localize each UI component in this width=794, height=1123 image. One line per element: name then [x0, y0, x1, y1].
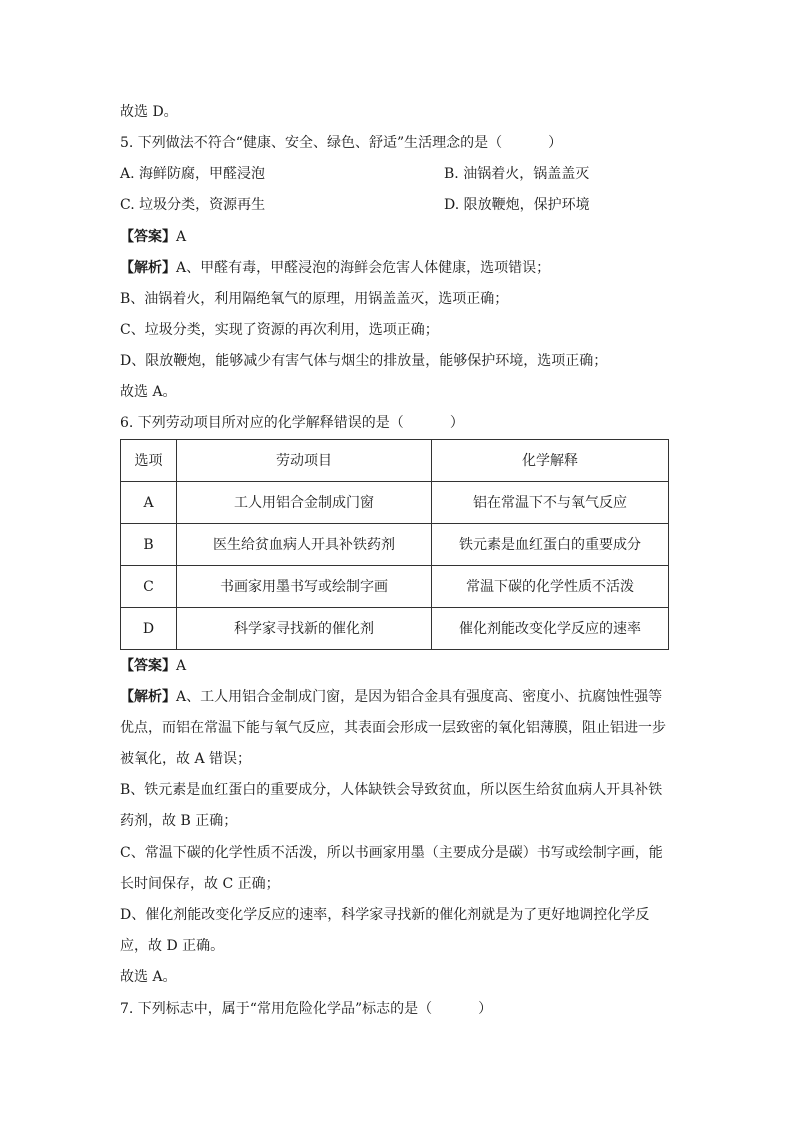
q6-table: [120, 439, 669, 650]
q7-stem: [120, 1000, 492, 1018]
table-cell-option: A: [121, 482, 177, 524]
q5-option-a: A. 海鲜防腐，甲醛浸泡: [120, 166, 266, 182]
q5-option-d: D. 限放鞭炮，保护环境: [444, 197, 590, 213]
table-cell-explanation: 常温下碳的化学性质不活泼: [432, 566, 669, 608]
q6-analysis-text: A、工人用铝合金制成门窗，是因为铝合金具有强度高、密度小、抗腐蚀性强等: [176, 689, 663, 705]
q6-analysis-line: 药剂，故 B 正确；: [120, 813, 238, 829]
q6-analysis-line: 应，故 D 正确。: [120, 938, 225, 954]
table-row: [121, 524, 669, 566]
table-cell-explanation: 铁元素是血红蛋白的重要成分: [432, 524, 669, 566]
table-row: [121, 566, 669, 608]
table-cell-option: B: [121, 524, 177, 566]
q5-analysis-line: B、油锅着火，利用隔绝氧气的原理，用锅盖盖灭，选项正确；: [120, 291, 509, 307]
q5-stem-text: 5. 下列做法不符合“健康、安全、绿色、舒适”生活理念的是（: [120, 135, 503, 151]
q5-analysis-line: C、垃圾分类，实现了资源的再次利用，选项正确；: [120, 322, 439, 338]
table-row: [121, 482, 669, 524]
q5-analysis-line: D、限放鞭炮，能够减少有害气体与烟尘的排放量，能够保护环境，选项正确；: [120, 353, 608, 369]
q6-analysis-line: D、催化剂能改变化学反应的速率，科学家寻找新的催化剂就是为了更好地调控化学反: [120, 907, 650, 923]
q6-analysis-line: 优点，而铝在常温下能与氧气反应，其表面会形成一层致密的氧化铝薄膜，阻止铝进一步: [120, 720, 666, 736]
q5-stem: [120, 134, 562, 152]
table-row: [121, 608, 669, 650]
q5-option-b: B. 油锅着火，锅盖盖灭: [444, 166, 590, 182]
q6-analysis-line: C、常温下碳的化学性质不活泼，所以书画家用墨（主要成分是碳）书写或绘制字画，能: [120, 845, 663, 861]
table-cell-explanation: 催化剂能改变化学反应的速率: [432, 608, 669, 650]
table-cell-task: 医生给贫血病人开具补铁药剂: [177, 524, 432, 566]
q6-conclusion: 故选 A。: [120, 969, 177, 985]
table-cell-task: 科学家寻找新的催化剂: [177, 608, 432, 650]
table-cell-explanation: 铝在常温下不与氧气反应: [432, 482, 669, 524]
q6-analysis-tag: 【解析】: [120, 689, 176, 705]
q5-analysis-tag: 【解析】: [120, 260, 176, 276]
q5-answer-value: A: [176, 229, 187, 245]
q6-analysis-line: 被氧化，故 A 错误；: [120, 751, 252, 767]
q6-analysis-line: B、铁元素是血红蛋白的重要成分，人体缺铁会导致贫血，所以医生给贫血病人开具补铁: [120, 782, 663, 798]
q6-analysis-line: [120, 688, 662, 706]
q6-stem: [120, 414, 464, 432]
table-cell-task: 工人用铝合金制成门窗: [177, 482, 432, 524]
q7-stem-close: ）: [478, 1001, 493, 1017]
table-header-cell: 选项: [121, 440, 177, 482]
table-cell-task: 书画家用墨书写或绘制字画: [177, 566, 432, 608]
table-header-cell: 劳动项目: [177, 440, 432, 482]
q5-analysis-text: A、甲醛有毒，甲醛浸泡的海鲜会危害人体健康，选项错误；: [176, 260, 551, 276]
q5-analysis-line: [120, 259, 550, 277]
q6-stem-close: ）: [449, 415, 464, 431]
q6-answer-tag: 【答案】: [120, 658, 176, 674]
q5-stem-close: ）: [548, 135, 563, 151]
q7-stem-text: 7. 下列标志中，属于“常用危险化学品”标志的是（: [120, 1001, 433, 1017]
q6-answer-value: A: [176, 658, 187, 674]
prev-conclusion: 故选 D。: [120, 104, 178, 120]
q6-answer: [120, 657, 186, 675]
q5-option-c: C. 垃圾分类，资源再生: [120, 197, 266, 213]
table-header-cell: 化学解释: [432, 440, 669, 482]
q6-stem-text: 6. 下列劳动项目所对应的化学解释错误的是（: [120, 415, 404, 431]
q5-conclusion: 故选 A。: [120, 384, 177, 400]
table-header-row: [121, 440, 669, 482]
table-cell-option: D: [121, 608, 177, 650]
table-cell-option: C: [121, 566, 177, 608]
q5-answer-tag: 【答案】: [120, 229, 176, 245]
q5-answer: [120, 228, 186, 246]
q6-analysis-line: 长时间保存，故 C 正确；: [120, 876, 280, 892]
